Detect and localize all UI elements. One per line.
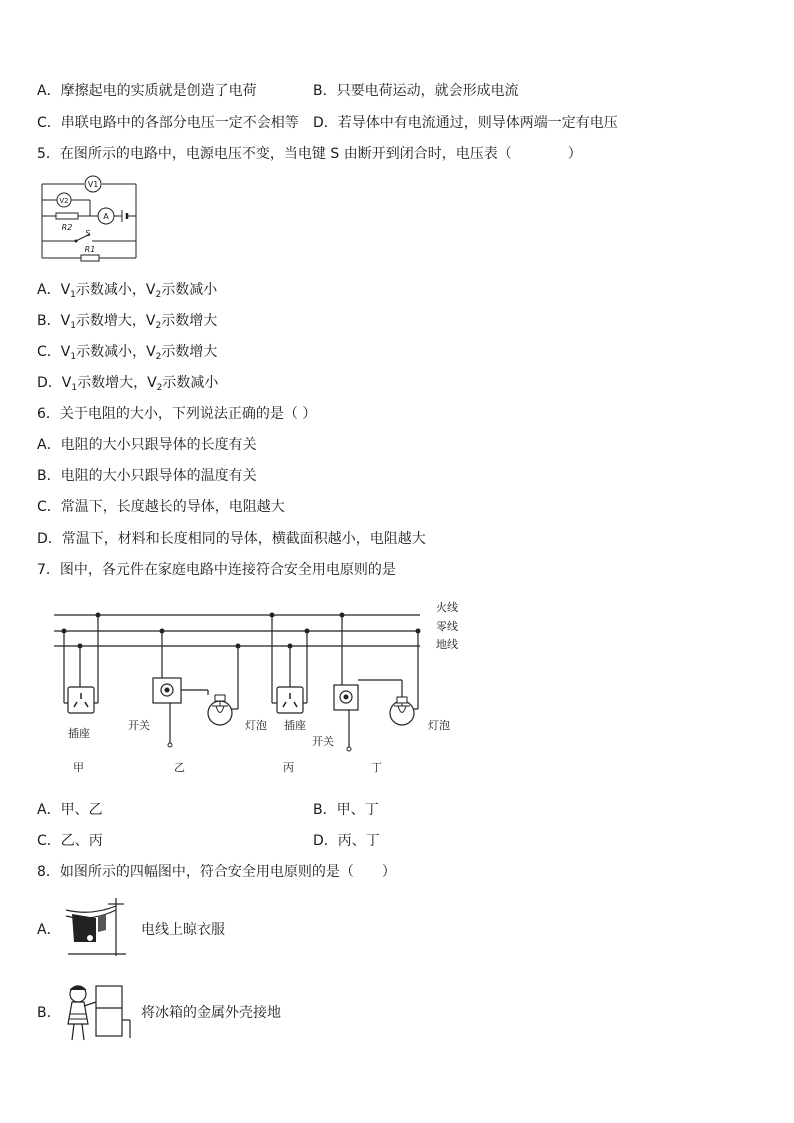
- q7-option-c: C．乙、丙: [37, 833, 103, 849]
- group-label: 丁: [371, 761, 382, 774]
- q7-option-b: B．甲、丁: [313, 802, 379, 818]
- q8-stem: 8．如图所示的四幅图中，符合安全用电原则的是（ ）: [37, 864, 396, 880]
- q4-option-a: A．摩擦起电的实质就是创造了电荷: [37, 83, 257, 99]
- q7-option-a: A．甲、乙: [37, 802, 103, 818]
- q6-option-d: D．常温下，材料和长度相同的导体，横截面积越小，电阻越大: [37, 531, 426, 547]
- q7-option-d: D．丙、丁: [313, 833, 380, 849]
- group-label: 丙: [283, 761, 294, 774]
- junction-dots: [62, 613, 421, 752]
- v1-label: V1: [87, 180, 99, 189]
- refrigerator-grounding-icon: [64, 980, 136, 1044]
- q5-option-a: A．$V_1$示数减小，$V_2$示数减小: [37, 282, 218, 300]
- q7-wiring-diagram: [40, 595, 480, 780]
- q7-stem: 7．图中，各元件在家庭电路中连接符合安全用电原则的是: [37, 562, 396, 578]
- r2-label: R2: [61, 223, 73, 232]
- battery-icon: [122, 210, 127, 222]
- ammeter-label: A: [103, 212, 109, 221]
- q8-option-b-text: 将冰箱的金属外壳接地: [141, 1005, 281, 1021]
- switch-label: 开关: [312, 735, 334, 748]
- resistor-r2-icon: [56, 213, 78, 219]
- bulb-label: 灯泡: [428, 719, 450, 732]
- q6-option-b: B．电阻的大小只跟导体的温度有关: [37, 468, 257, 484]
- socket-icon: [68, 687, 94, 713]
- q5-option-b: B．$V_1$示数增大，$V_2$示数增大: [37, 313, 218, 331]
- switch-icon: [75, 240, 78, 243]
- clothes-on-power-line-icon: [66, 896, 128, 958]
- r1-label: R1: [84, 245, 96, 254]
- switch-label: S: [85, 229, 91, 238]
- q5-option-d: D．$V_1$示数增大，$V_2$示数减小: [37, 375, 219, 393]
- q8-option-a-text: 电线上晾衣服: [141, 922, 225, 938]
- v2-label: V2: [59, 197, 69, 205]
- q4-option-c: C．串联电路中的各部分电压一定不会相等: [37, 115, 299, 131]
- q6-option-a: A．电阻的大小只跟导体的长度有关: [37, 437, 257, 453]
- group-label: 乙: [174, 761, 185, 774]
- neutral-wire-label: 零线: [436, 620, 458, 633]
- light-bulb-icon: [208, 695, 232, 725]
- wall-switch-icon: [334, 685, 358, 710]
- q5-stem: 5．在图所示的电路中，电源电压不变，当电键 S 由断开到闭合时，电压表（ ）: [37, 146, 582, 162]
- ground-wire-label: 地线: [436, 638, 458, 651]
- light-bulb-icon: [390, 697, 414, 725]
- q4-option-d: D．若导体中有电流通过，则导体两端一定有电压: [313, 115, 618, 131]
- live-wire-label: 火线: [436, 601, 458, 614]
- socket-icon: [277, 687, 303, 713]
- q8-option-b-letter: B．: [37, 1005, 61, 1021]
- q6-stem: 6．关于电阻的大小，下列说法正确的是（ ）: [37, 406, 317, 422]
- group-label: 甲: [73, 761, 84, 774]
- q6-option-c: C．常温下，长度越长的导体，电阻越大: [37, 499, 285, 515]
- q5-circuit-diagram: [36, 174, 142, 266]
- switch-label: 开关: [128, 719, 150, 732]
- q4-option-b: B．只要电荷运动，就会形成电流: [313, 83, 519, 99]
- socket-label: 插座: [284, 719, 306, 732]
- resistor-r1-icon: [81, 255, 99, 261]
- wall-switch-icon: [153, 678, 181, 703]
- q8-option-a-letter: A．: [37, 922, 61, 938]
- q5-option-c: C．$V_1$示数减小，$V_2$示数增大: [37, 344, 218, 362]
- bulb-label: 灯泡: [245, 719, 267, 732]
- socket-label: 插座: [68, 727, 90, 740]
